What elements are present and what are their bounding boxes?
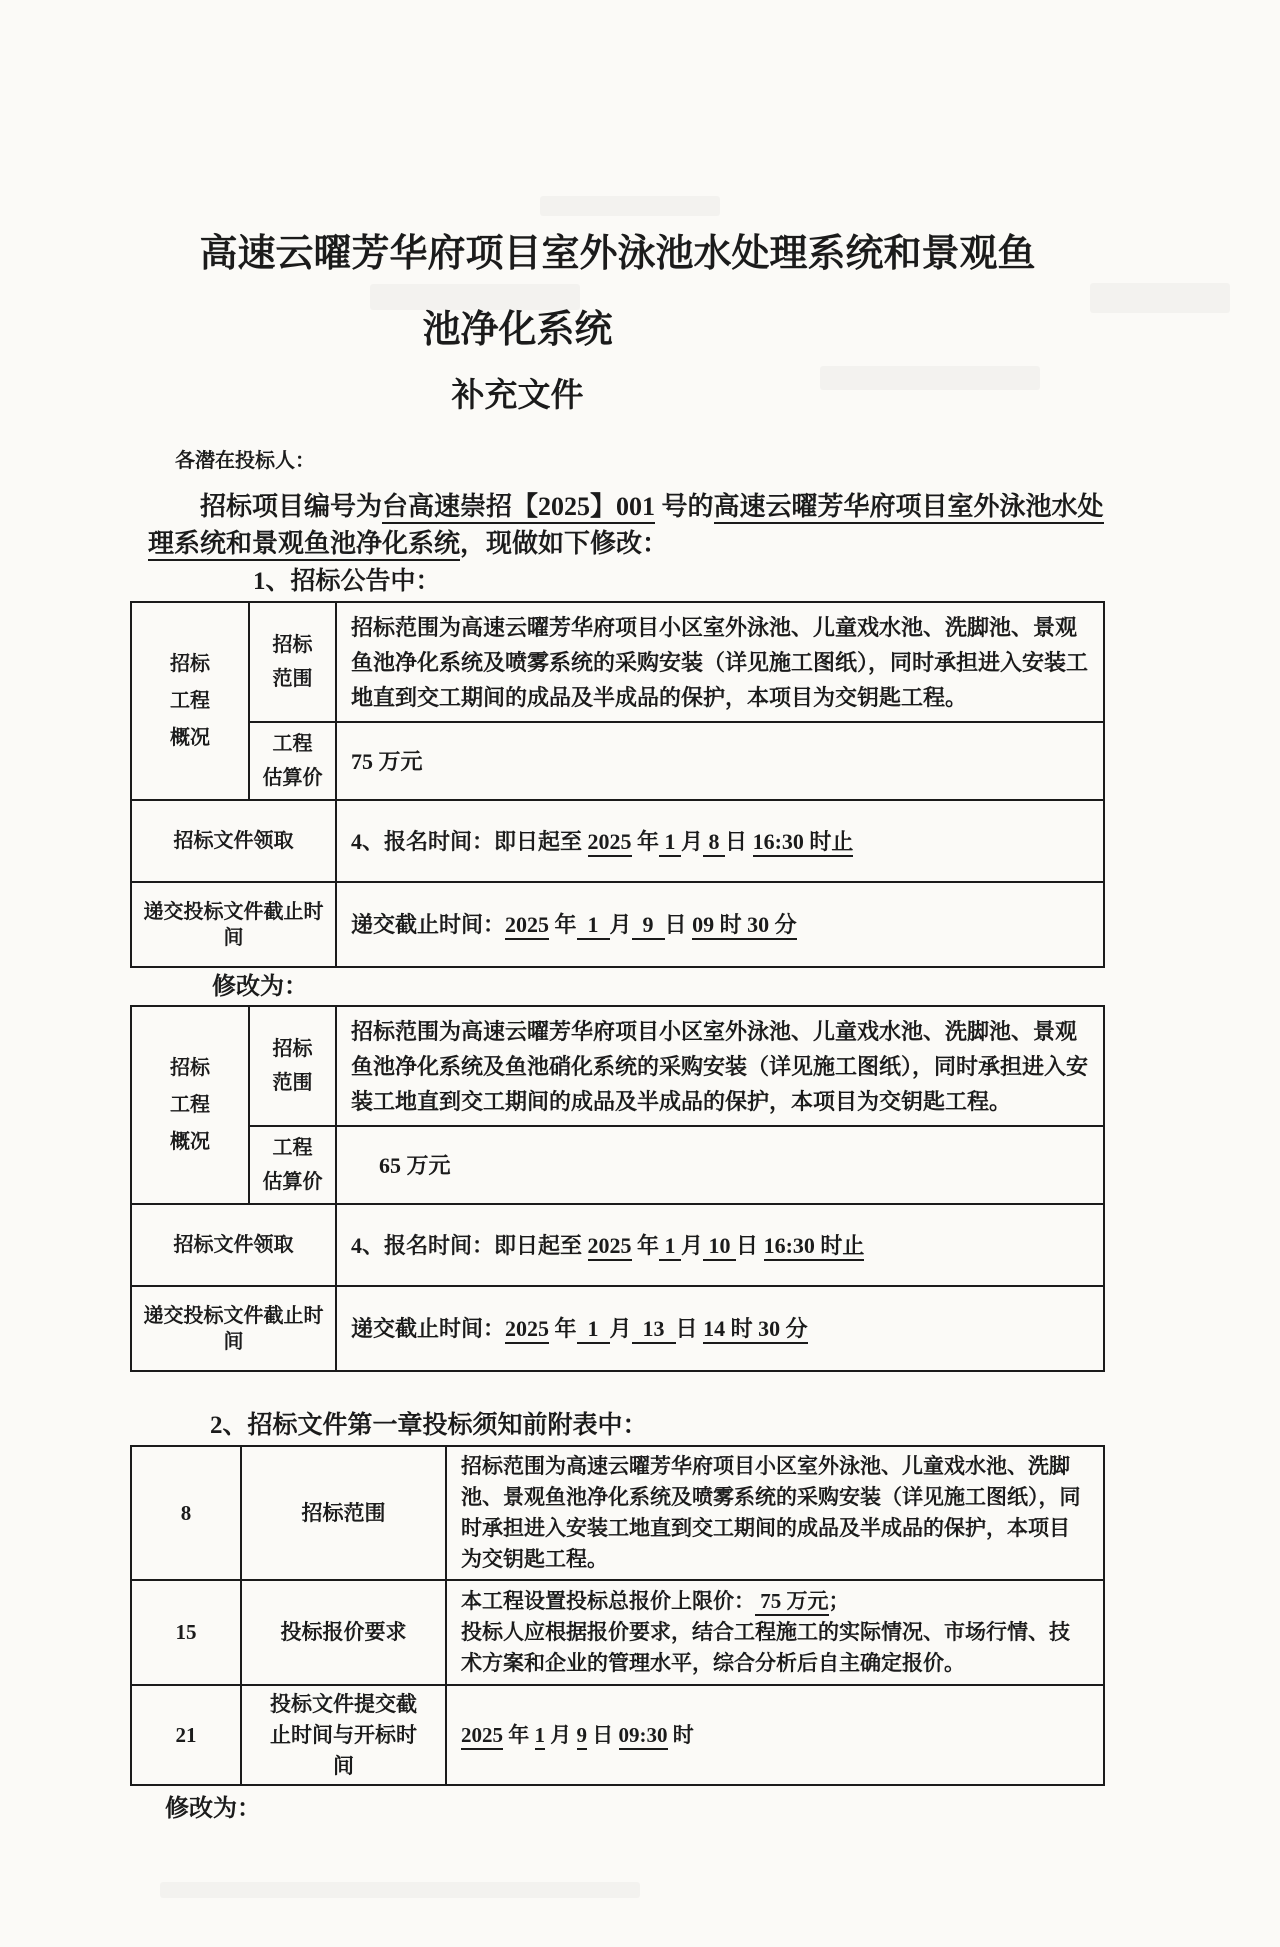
estimate-label-line: 估算价 (262, 767, 323, 789)
estimate-value-cell: 75 万元 (336, 722, 1104, 800)
document-content (130, 0, 1105, 1824)
scope-text-cell: 招标范围为高速云曜芳华府项目小区室外泳池、儿童戏水池、洗脚池、景观鱼池净化系统及鱼池硝化系统的采购安装（详见施工图纸），同时承担进入安装工地直到交工期间的成品及半成品的保护，本项目为交钥匙工程。 (336, 1006, 1104, 1126)
table-row (131, 1446, 1104, 1580)
pickup-year: 2025 (588, 1233, 632, 1261)
intro-paragraph (148, 488, 1105, 562)
announcement-table-original (130, 601, 1105, 968)
open-bid-month: 1 (535, 1723, 546, 1750)
announcement-table-revised (130, 1005, 1105, 1372)
scan-smudge (1090, 283, 1230, 313)
deadline-text: 年 (549, 1316, 577, 1341)
pickup-month: 1 (659, 1233, 681, 1261)
section-2-heading: 2、招标文件第一章投标须知前附表中： (210, 1412, 648, 1439)
document-subtitle: 补充文件 (451, 378, 584, 414)
section-1-heading: 1、招标公告中： (253, 568, 441, 595)
pickup-time-cell (336, 800, 1104, 882)
overview-label-line: 概况 (170, 1130, 210, 1153)
open-bid-hour: 09:30 (619, 1723, 668, 1750)
deadline-text: 年 (549, 912, 577, 937)
item-label-cell: 投标报价要求 (241, 1580, 446, 1685)
table-row (131, 1286, 1104, 1371)
open-bid-text: 月 (545, 1722, 577, 1747)
item-label-cell: 招标范围 (241, 1446, 446, 1580)
intro-text: 号的 (655, 492, 714, 521)
intro-text: 招标项目编号为 (200, 492, 383, 521)
intro-text: ，现做如下修改： (460, 529, 669, 558)
open-bid-year: 2025 (461, 1723, 503, 1750)
pickup-year: 2025 (588, 829, 632, 857)
page-title-line2: 池净化系统 (422, 309, 613, 351)
scope-label-line: 招标 (272, 1038, 313, 1060)
overview-label-line: 工程 (170, 1093, 210, 1116)
deadline-day: 13 (632, 1316, 676, 1344)
deadline-text: 月 (609, 912, 632, 937)
open-bid-time-cell (446, 1685, 1104, 1785)
scope-label-cell (249, 602, 336, 722)
price-cap-text: 本工程设置投标总报价上限价： (461, 1589, 755, 1613)
overview-label-line: 工程 (170, 689, 210, 712)
estimate-label-line: 工程 (272, 733, 313, 755)
scope-text-cell: 招标范围为高速云曜芳华府项目小区室外泳池、儿童戏水池、洗脚池、景观鱼池净化系统及喷雾系统的采购安装（详见施工图纸），同时承担进入安装工地直到交工期间的成品及半成品的保护，本项目为交钥匙工程。 (336, 602, 1104, 722)
estimate-label-cell (249, 1126, 336, 1204)
table-row (131, 1126, 1104, 1204)
estimate-label-cell (249, 722, 336, 800)
modified-to-label: 修改为： (165, 1796, 261, 1822)
scope-label-cell (249, 1006, 336, 1126)
deadline-text: 日 (675, 1316, 704, 1341)
pickup-label-cell: 招标文件领取 (131, 1204, 336, 1286)
project-number: 台高速崇招【2025】001 (382, 492, 655, 524)
deadline-hour: 14 时 30 分 (703, 1316, 808, 1344)
item-number-cell: 21 (131, 1685, 241, 1785)
price-cap-value: 75 万元 (755, 1589, 829, 1616)
deadline-year: 2025 (505, 912, 549, 940)
pickup-time-cell (336, 1204, 1104, 1286)
open-bid-text: 时 (667, 1722, 694, 1747)
pickup-text: 月 (681, 828, 704, 854)
deadline-month: 1 (577, 912, 610, 940)
table-row (131, 1006, 1104, 1126)
page-title-line1: 高速云曜芳华府项目室外泳池水处理系统和景观鱼 (199, 233, 1036, 275)
price-guideline-text: 投标人应根据报价要求，结合工程施工的实际情况、市场行情、技术方案和企业的管理水平，综合分析后自主确定报价。 (461, 1620, 1070, 1675)
scope-label-line: 招标 (272, 634, 313, 656)
open-bid-text: 年 (503, 1722, 535, 1747)
deadline-text: 递交截止时间： (351, 1316, 506, 1341)
deadline-text: 日 (664, 912, 693, 937)
pickup-text: 年 (631, 1232, 660, 1258)
estimate-label-line: 工程 (272, 1137, 313, 1159)
table-row (131, 602, 1104, 722)
scope-label-line: 范围 (272, 1072, 313, 1094)
pickup-hour: 16:30 时止 (753, 829, 854, 857)
item-number-cell: 15 (131, 1580, 241, 1685)
overview-label-line: 招标 (170, 1056, 210, 1079)
scan-smudge (160, 1882, 640, 1898)
table-row (131, 1580, 1104, 1685)
scope-text-cell: 招标范围为高速云曜芳华府项目小区室外泳池、儿童戏水池、洗脚池、景观鱼池净化系统及喷雾系统的采购安装（详见施工图纸），同时承担进入安装工地直到交工期间的成品及半成品的保护，本项目为交钥匙工程。 (446, 1446, 1104, 1580)
scope-label-line: 范围 (272, 668, 313, 690)
pickup-label-cell: 招标文件领取 (131, 800, 336, 882)
open-bid-day: 9 (577, 1723, 588, 1750)
deadline-text: 递交截止时间： (351, 912, 506, 937)
price-requirement-cell (446, 1580, 1104, 1685)
deadline-label-cell: 递交投标文件截止时间 (131, 1286, 336, 1371)
pickup-month: 1 (659, 829, 681, 857)
estimate-value-cell: 65 万元 (336, 1126, 1104, 1204)
pickup-day: 10 (703, 1233, 736, 1261)
overview-label-line: 招标 (170, 652, 210, 675)
deadline-label-cell: 递交投标文件截止时间 (131, 882, 336, 967)
deadline-text: 月 (609, 1316, 632, 1341)
deadline-time-cell (336, 1286, 1104, 1371)
pickup-hour: 16:30 时止 (764, 1233, 865, 1261)
pickup-day: 8 (703, 829, 725, 857)
pickup-text: 日 (736, 1232, 764, 1258)
pickup-text: 4、报名时间：即日起至 (351, 1232, 588, 1258)
deadline-time-cell (336, 882, 1104, 967)
table-row (131, 800, 1104, 882)
deadline-day: 9 (632, 912, 665, 940)
project-name: 高速云曜芳华府项目室外泳池水处理系统和景观鱼池净化系统 (148, 492, 1104, 561)
table-row (131, 722, 1104, 800)
price-cap-text: ； (828, 1589, 850, 1613)
overview-label-line: 概况 (170, 726, 210, 749)
pickup-text: 4、报名时间：即日起至 (351, 828, 588, 854)
deadline-year: 2025 (505, 1316, 549, 1344)
table-row (131, 1204, 1104, 1286)
overview-label-cell (131, 1006, 249, 1204)
open-bid-text: 日 (587, 1722, 619, 1747)
deadline-month: 1 (577, 1316, 610, 1344)
table-row (131, 882, 1104, 967)
item-label-cell: 投标文件提交截止时间与开标时间 (241, 1685, 446, 1785)
page-title (130, 0, 1105, 368)
overview-label-cell (131, 602, 249, 800)
pretender-table (130, 1445, 1105, 1786)
salutation: 各潜在投标人： (175, 450, 315, 472)
pickup-text: 日 (725, 828, 753, 854)
table-row (131, 1685, 1104, 1785)
pickup-text: 月 (681, 1232, 704, 1258)
modified-to-label: 修改为： (212, 974, 308, 1000)
pickup-text: 年 (631, 828, 660, 854)
deadline-hour: 09 时 30 分 (692, 912, 797, 940)
item-number-cell: 8 (131, 1446, 241, 1580)
estimate-label-line: 估算价 (262, 1171, 323, 1193)
